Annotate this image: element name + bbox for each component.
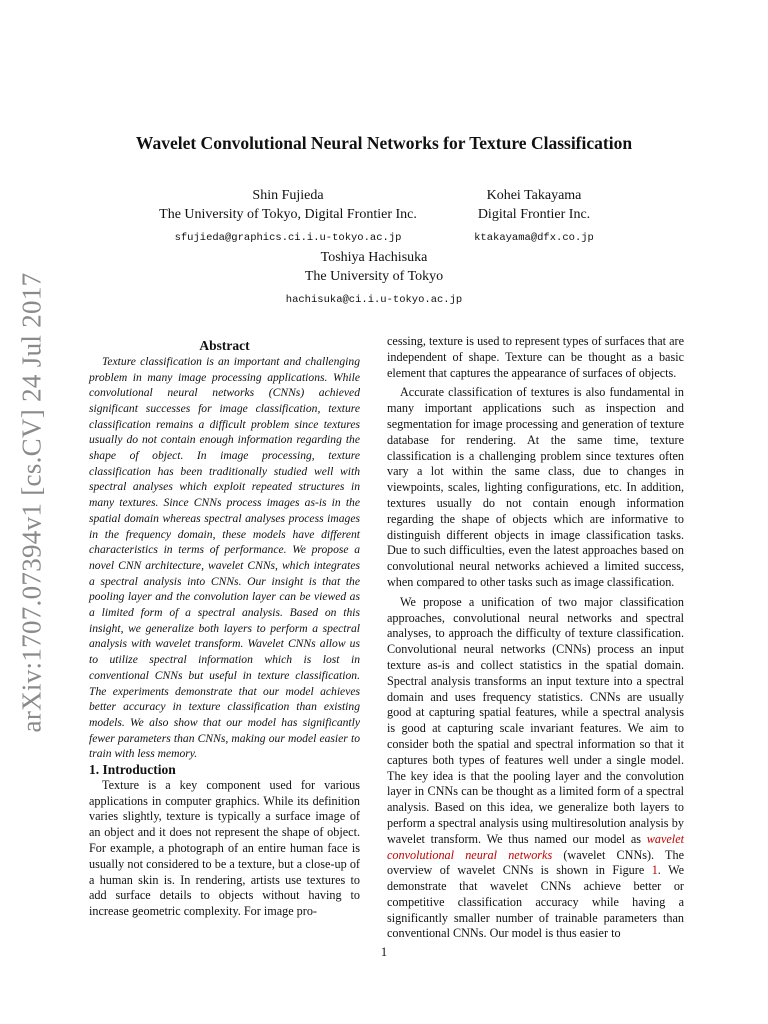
author-affiliation: The University of Tokyo [304,269,444,284]
author-email[interactable]: ktakayama@dfx.co.jp [474,232,594,244]
author-name: Toshiya Hachisuka [320,250,428,265]
abstract-heading: Abstract [199,338,250,353]
author-affiliation: The University of Tokyo, Digital Frontier Inc. [159,207,417,222]
author-block-3 [224,248,524,310]
author-block-2 [460,186,608,248]
left-column [89,338,360,920]
paragraph-text: . We demonstrate that wavelet CNNs achieve better or competitive classification accuracy while having a significantly smaller number of trainable parameters than conventional CNNs. Our model is thus easier to [387,863,685,941]
right-column [387,334,684,942]
section-heading-introduction: 1. Introduction [89,762,176,778]
author-affiliation: Digital Frontier Inc. [477,207,591,222]
paragraph-text: We propose a unification of two major classification approaches, convolutional neural networks and spectral analyses, to approach the difficulty of texture classification. Convolutional neural networks (CNNs) process an input texture as-is and collect statistics in the spatial domain. Spectral analysis transforms an input texture into a spectral domain and uses frequency statistics. CNNs are usually good at capturing spatial features, while a spectral analysis is good at capturing scale invariant features. We aim to consider both the spatial and spectral information so that it captures both types of features well under a single model. The key idea is that the pooling layer and the convolution layer in CNNs can be thought as a limited form of a spectral analysis. Based on this idea, we generalize both layers to perform a spectral analysis using multiresolution analysis by wavelet transform. We thus named our model as [387,594,684,846]
intro-paragraph-1: Texture is a key component used for various applications in computer graphics. While its definition varies slightly, texture is typically a surface image of an object and it does not represent the shape of object. For example, a photograph of an entire human face is usually not considered to be a texture, but a close-up of a human skin is. In rendering, artists use textures to add surface details to objects without having to increase geometric complexity. For image pro- [89,777,360,919]
arxiv-identifier-text: arXiv:1707.07394v1 [cs.CV] 24 Jul 2017 [16,272,47,733]
model-name-emphasis: wavelet convolutional neural networks [387,831,684,862]
right-paragraph-2: Accurate classification of textures is also fundamental in many important applications such as inspection and segmentation for image processing and generation of texture database for rendering. At the same time, texture classification is a challenging problem since textures often vary a lot within the same class, due to changes in viewpoints, scales, lighting configurations, etc. In addition, textures usually do not contain enough information regarding the shape of objects which are informative to distinguish different objects in image classification tasks. Due to such difficulties, even the latest approaches based on convolutional neural networks achieved a limited success, when compared to other tasks such as image classification. [387,385,684,589]
figure-reference-link[interactable]: 1 [651,863,658,878]
author-email[interactable]: hachisuka@ci.i.u-tokyo.ac.jp [285,294,463,306]
paper-title: Wavelet Convolutional Neural Networks for Texture Classification [135,133,633,153]
abstract-text: Texture classification is an important and challenging problem in many image processing applications. While convolutional neural networks (CNNs) achieved significant successes for image classification, texture classification remains a difficult problem since textures usually do not contain enough information regarding the shape of object. In image processing, texture classification has been traditionally studied well with spectral analyses which exploit repeated structures in many textures. Since CNNs process images as-is in the spatial domain whereas spectral analyses process images in the frequency domain, these models have different characteristics in terms of performance. We propose a novel CNN architecture, wavelet CNNs, which integrates a spectral analysis into CNNs. Our insight is that the pooling layer and the convolution layer can be viewed as a limited form of a spectral analysis. Based on this insight, we generalize both layers to perform a spectral analysis with wavelet transform. Wavelet CNNs allow us to utilize spectral information which is lost in conventional CNNs but useful in texture classification. The experiments demonstrate that our model achieves better accuracy in texture classification than existing models. We also show that our model has significantly fewer parameters than CNNs, making our model easier to train with less memory. [89,354,360,761]
arxiv-identifier-stamp [6,272,58,733]
page-number: 1 [380,945,388,959]
paragraph-text: (wavelet CNNs). The overview of wavelet CNNs is shown in Figure [387,847,684,878]
right-paragraph-3 [387,595,684,943]
author-name: Shin Fujieda [252,188,324,203]
author-block-1 [150,186,426,248]
right-paragraph-1: cessing, texture is used to represent types of surfaces that are independent of shape. Texture can be thought as a basic element that captures the appearance of surfaces of objects. [387,334,684,380]
author-name: Kohei Takayama [486,188,582,203]
author-email[interactable]: sfujieda@graphics.ci.i.u-tokyo.ac.jp [174,232,402,244]
